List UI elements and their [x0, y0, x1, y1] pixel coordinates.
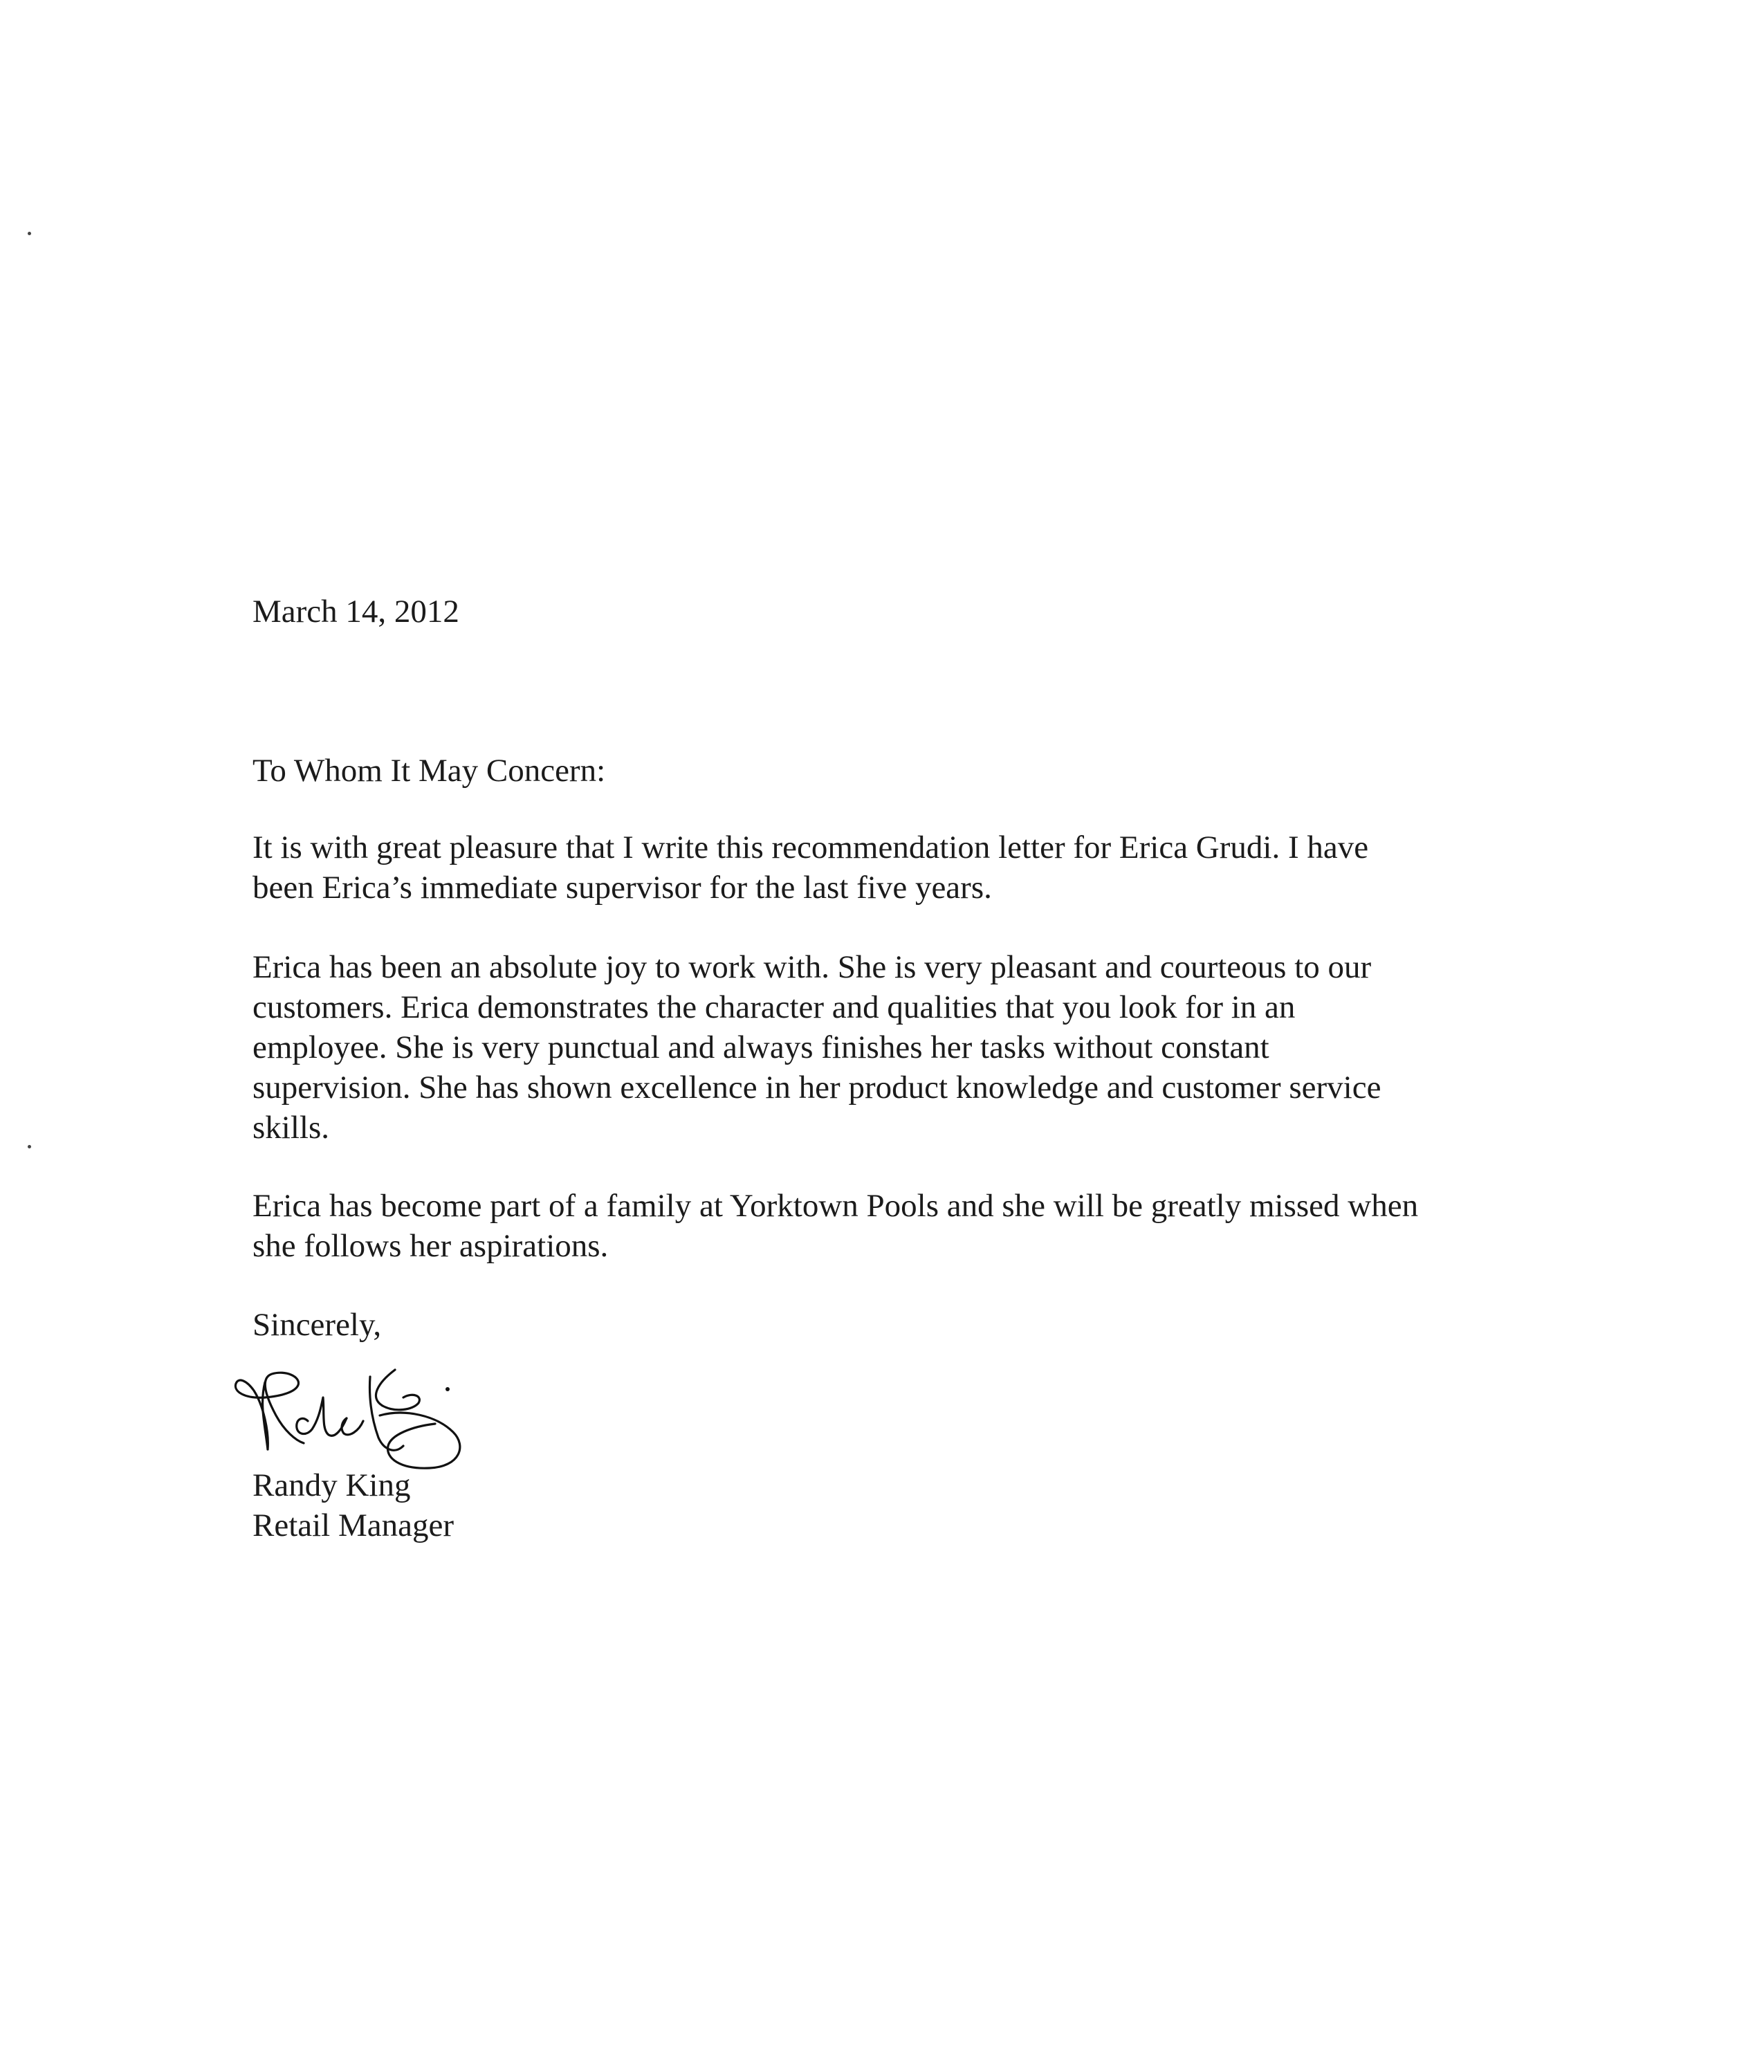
- paragraph-line: It is with great pleasure that I write this recommendation letter for Erica Grudi. I have: [252, 829, 1369, 865]
- letter-closing: Sincerely,: [252, 1307, 382, 1343]
- signer-name: Randy King: [252, 1467, 411, 1503]
- handwritten-signature: [232, 1349, 488, 1474]
- paragraph-line: Erica has become part of a family at Yorktown Pools and she will be greatly missed when: [252, 1188, 1419, 1224]
- letter-salutation: To Whom It May Concern:: [252, 753, 606, 789]
- letter-paragraph-1: [252, 827, 1368, 908]
- paragraph-line: employee. She is very punctual and always finishes her tasks without constant: [252, 1029, 1269, 1065]
- paragraph-line: skills.: [252, 1110, 330, 1146]
- scan-speck: [28, 1145, 31, 1148]
- paragraph-line: Erica has been an absolute joy to work with. She is very pleasant and courteous to our: [252, 949, 1372, 985]
- paragraph-line: been Erica’s immediate supervisor for the last five years.: [252, 870, 992, 906]
- paragraph-line: supervision. She has shown excellence in her product knowledge and customer service: [252, 1070, 1381, 1106]
- letter-date: March 14, 2012: [252, 594, 459, 630]
- paragraph-line: she follows her aspirations.: [252, 1228, 609, 1264]
- letter-paragraph-3: [252, 1186, 1418, 1266]
- signer-title: Retail Manager: [252, 1507, 454, 1543]
- scan-speck: [28, 232, 31, 235]
- letter-paragraph-2: [252, 947, 1381, 1148]
- paragraph-line: customers. Erica demonstrates the character and qualities that you look for in an: [252, 989, 1296, 1025]
